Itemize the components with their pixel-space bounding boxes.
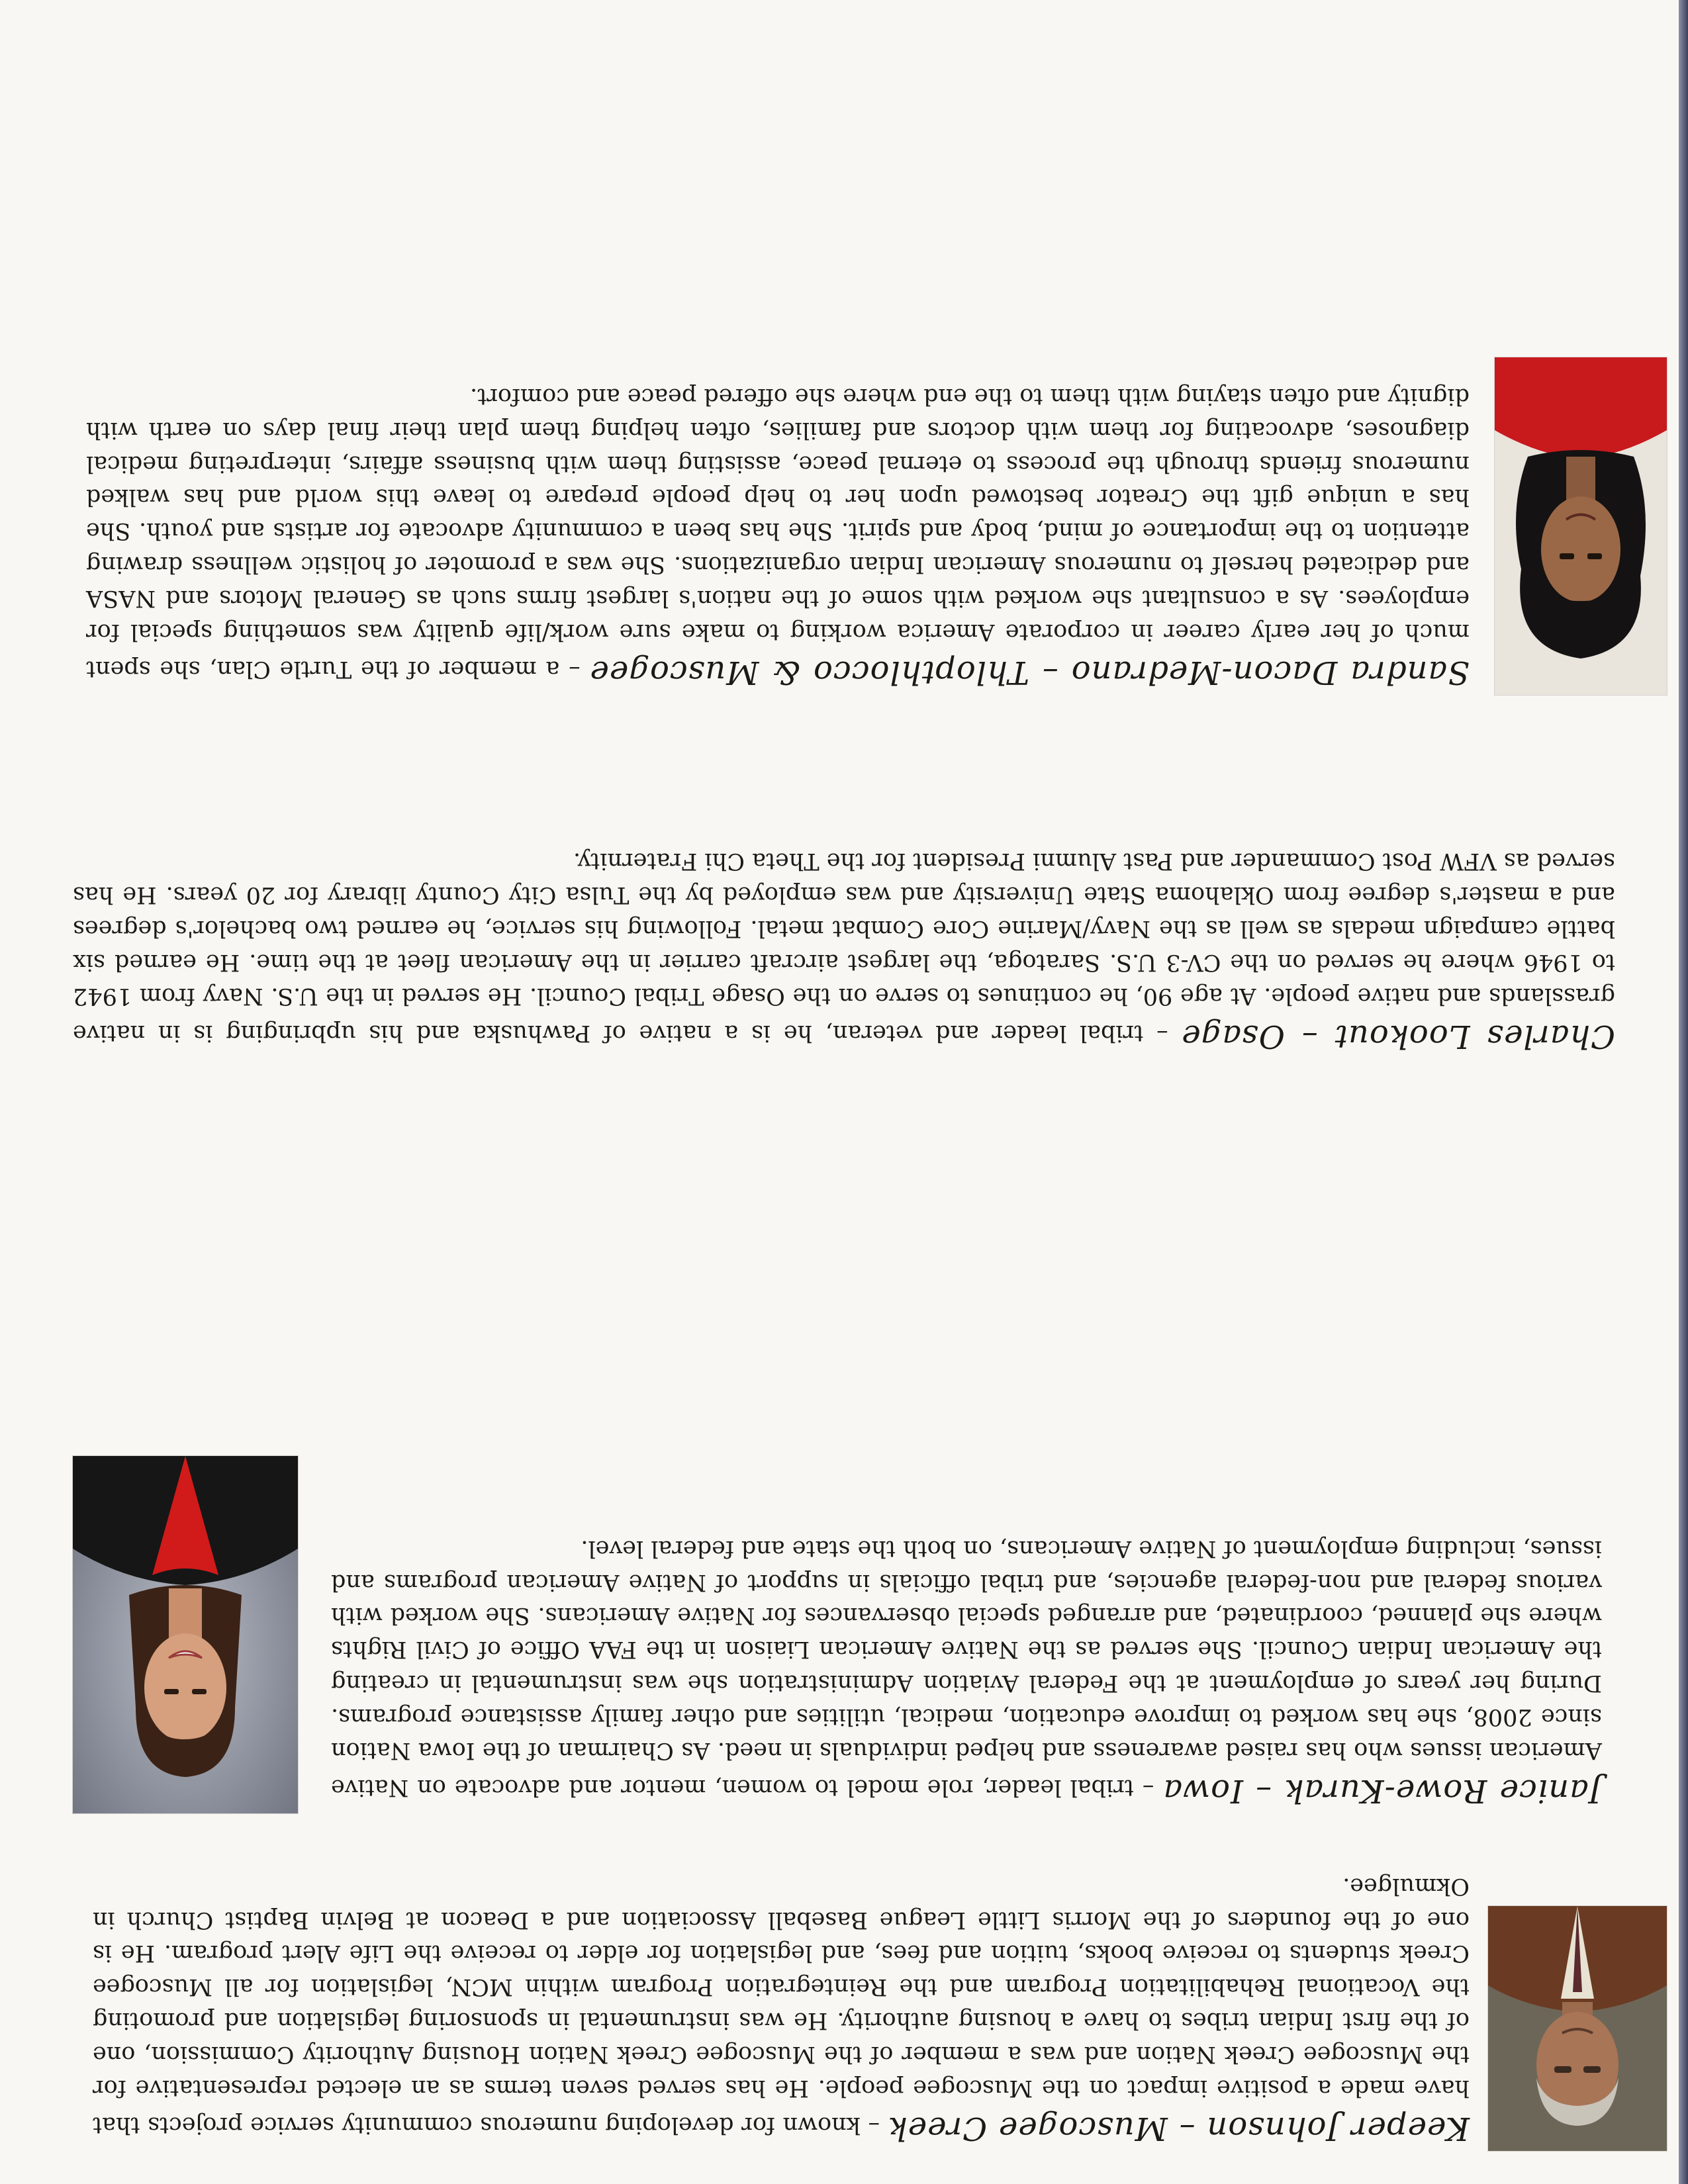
photo-sandra-dacon-medrano	[1495, 357, 1667, 695]
bio-name: Charles Lookout – Osage	[1181, 1018, 1615, 1055]
bio-janice-rowe-kurak	[331, 1531, 1602, 1813]
bio-text: – tribal leader, role model to women, mentor and advocate on Native American issues who has raised awareness and helped individuals in need. As Chairman of the Iowa Nation since 2008, she has worked to improve education, medical, utilities and other family assistance programs. During her years of employment at the Federal Aviation Administration she was instrumental in creating the American Indian Council. She served as the Native American Liaison in the FAA Office of Civil Rights where she planned, coordinated, and arranged special observances for Native Americans. She worked with various federal and non-federal agencies, and tribal officials in support of Native American programs and issues, including employment of Native Americans, on both the state and federal level.	[330, 1535, 1602, 1801]
bio-name: Keeper Johnson – Muscogee Creek	[887, 2110, 1470, 2147]
bio-text: – known for developing numerous community service projects that have made a positive impact on the Muscogee people. He has served seven terms as an elected representative for the Muscogee Creek Nation and was a member of the Muscogee Creek Nation Housing Authority Commission, one of the first Indian tribes to have a housing authority. He was instrumental in sponsoring legislation and promoting the Vocational Rehabilitation Program and the Reintegration Program within MCN, legislation for all Muscogee Creek students to receive books, tuition and fees, and legislation for elder to receive the Life Alert program. He is one of the founders of the Morris Little League Baseball Association and a Deacon at Belvin Baptist Church in Okmulgee.	[93, 1872, 1470, 2138]
scan-edge-shadow	[1679, 0, 1688, 2184]
bio-sandra-dacon-medrano	[86, 379, 1470, 695]
bio-keeper-johnson	[93, 1869, 1470, 2151]
bio-name: Sandra Dacon-Medrano – Thlopthlocco & Muscogee	[589, 654, 1470, 691]
bio-charles-lookout	[73, 844, 1615, 1059]
photo-keeper-johnson	[1488, 1906, 1667, 2151]
bio-name: Janice Rowe-Kurak – Iowa	[1162, 1772, 1602, 1809]
bio-text: – a member of the Turtle Clan, she spent much of her early career in corporate America working to make sure work/life quality was something special for employees. As a consultant she worked with some of the nation's largest firms such as General Motors and NASA and dedicated herself to numerous American Indian organizations. She was a promoter of holistic wellness drawing attention to the importance of mind, body and spirit. She has been a community advocate for artists and youth. She has a unique gift the Creator bestowed upon her to help people prepare to leave this world and has walked numerous friends through the process to eternal peace, assisting them with business affairs, interpreting medical diagnoses, advocating for them with doctors and families, often helping them plan their final days on earth with dignity and often staying with them to the end where she offered peace and comfort.	[85, 383, 1470, 682]
bio-text: – tribal leader and veteran, he is a native of Pawhuska and his upbringing is in native grasslands and native people. At age 90, he continues to serve on the Osage Tribal Council. He served in the U.S. Navy from 1942 to 1946 where he served on the CV-3 U.S. Saratoga, the largest aircraft carrier in the American fleet at the time. He earned six battle campaign medals as well as the Navy/Marine Core Combat metal. Following his service, he earned two bachelor's degrees and a master's degree from Oklahoma State University and was employed by the Tulsa City County library for 20 years. He has served as VFW Post Commander and Past Alumni President for the Theta Chi Fraternity.	[73, 848, 1615, 1046]
photo-janice-rowe-kurak	[73, 1456, 298, 1813]
